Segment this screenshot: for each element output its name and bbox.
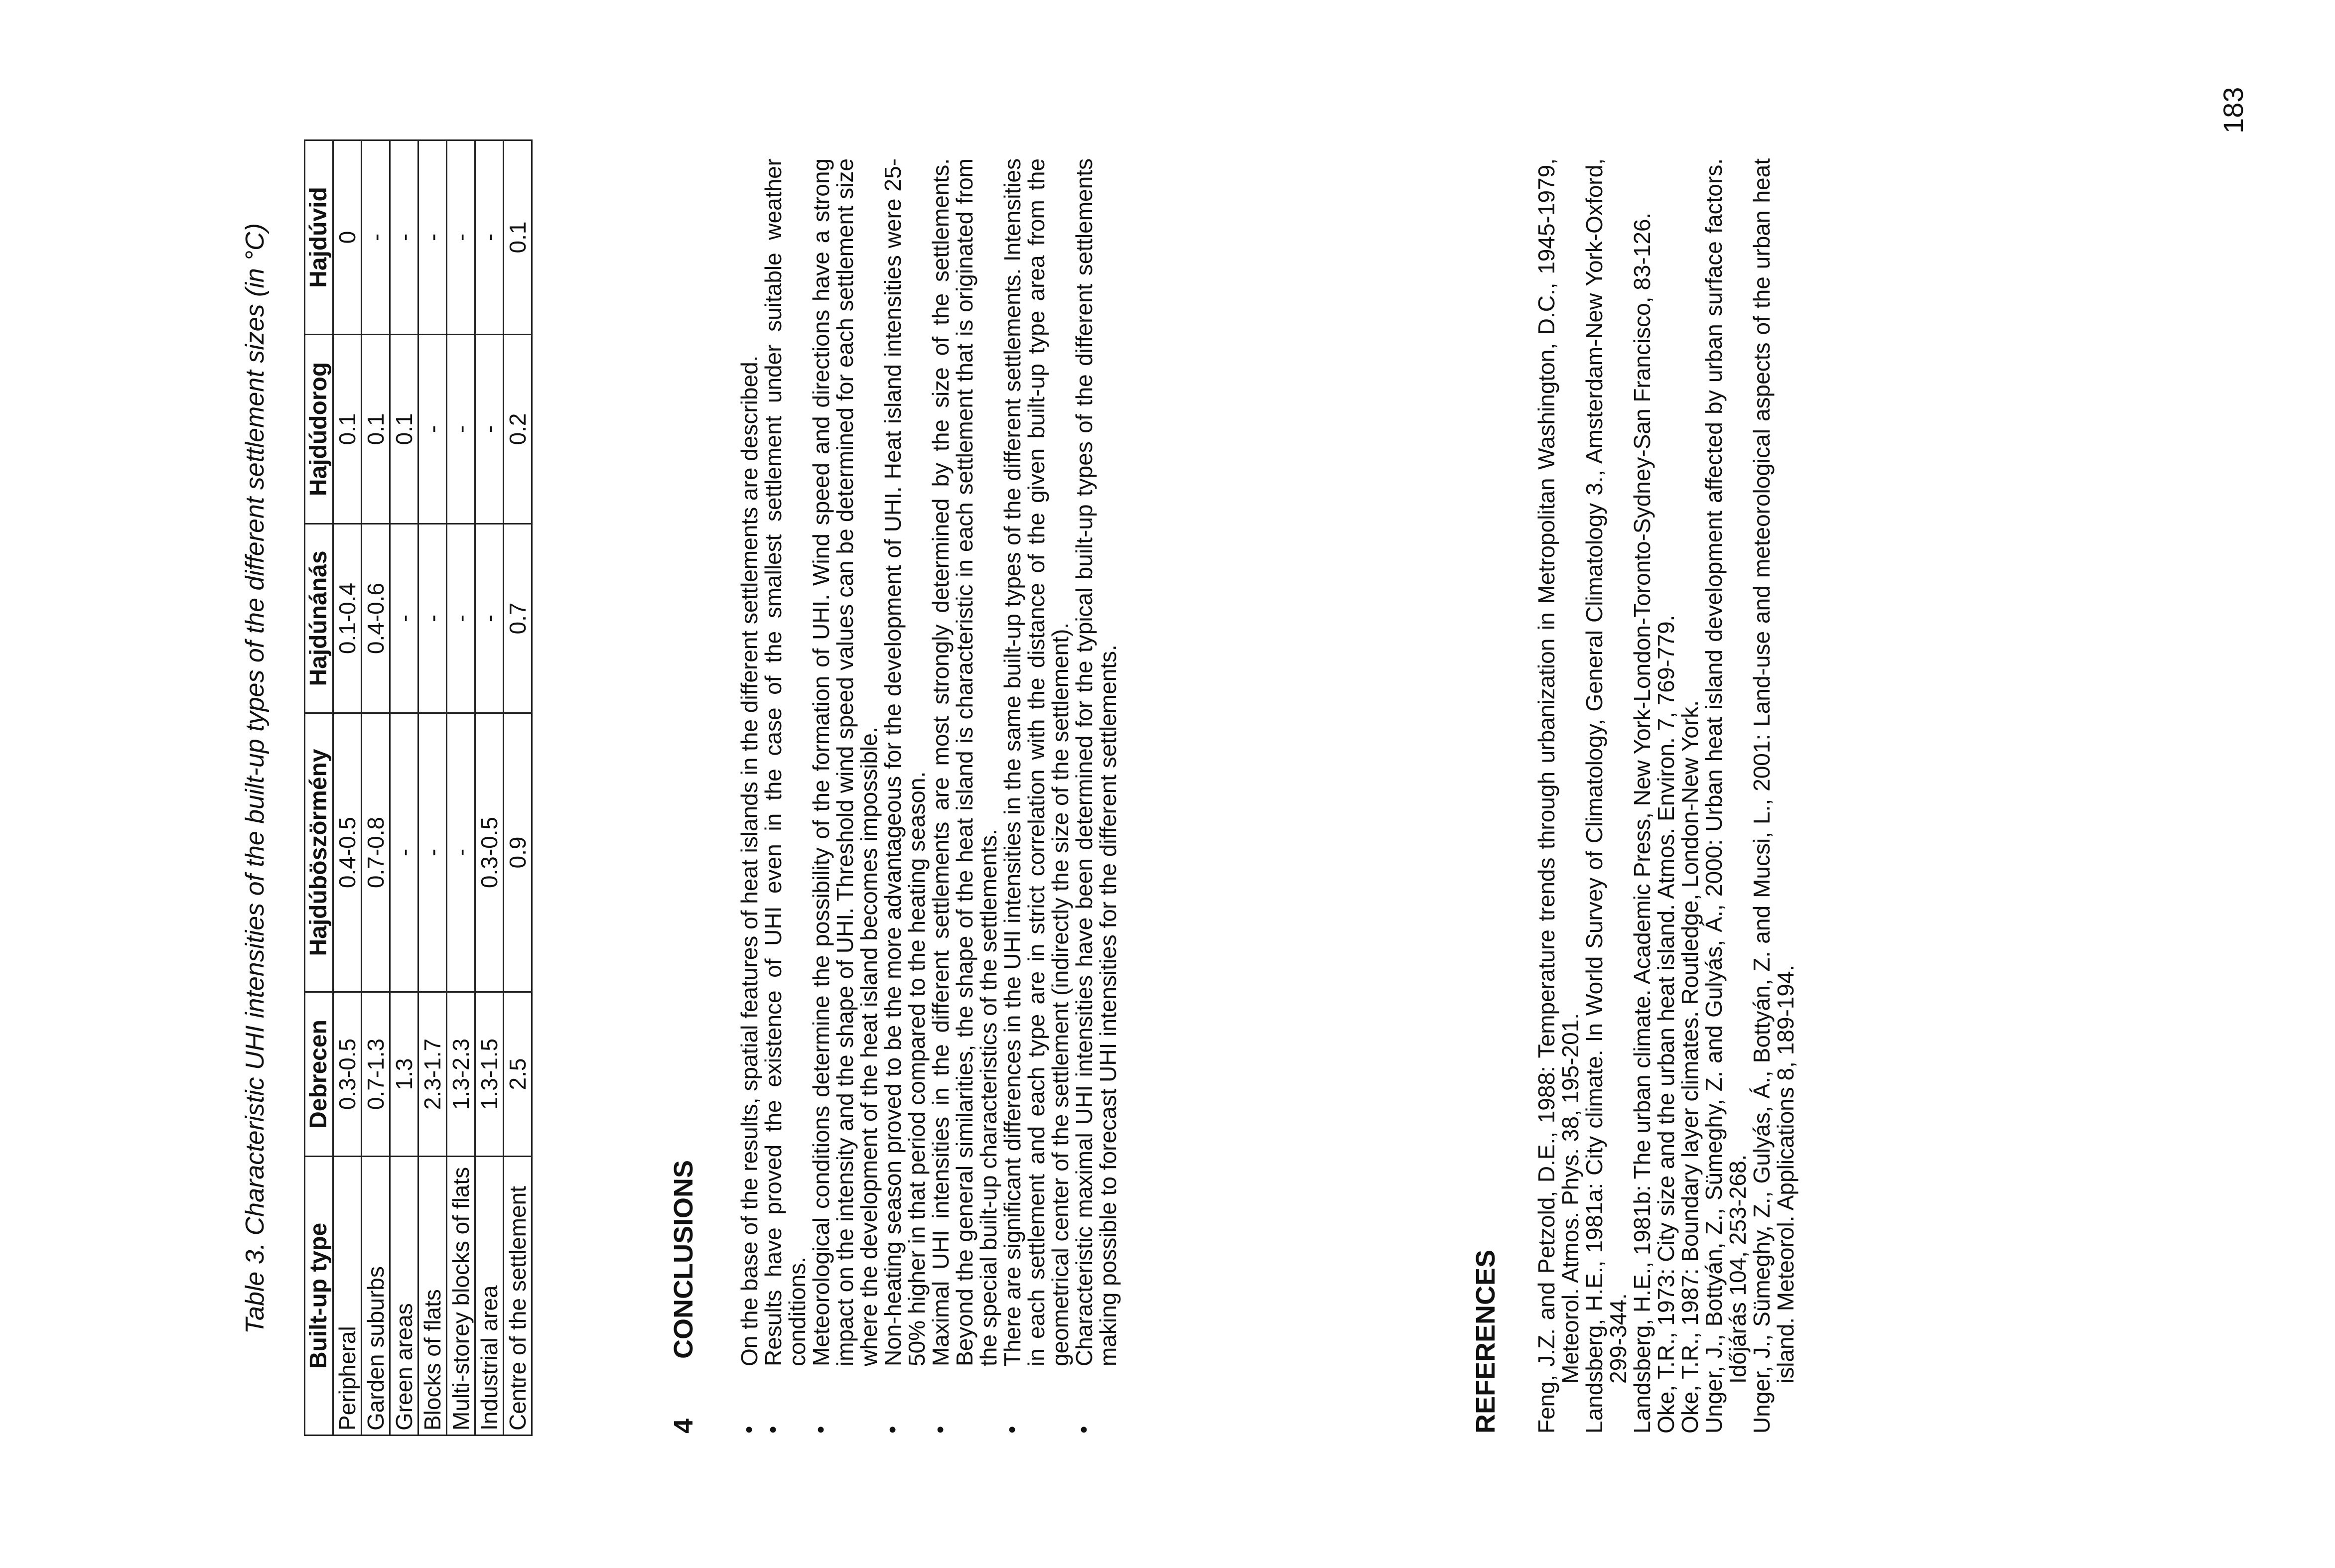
table-cell: - — [447, 335, 475, 524]
table-row — [390, 140, 418, 1436]
table-cell: 0.1 — [390, 335, 418, 524]
table-row — [418, 140, 447, 1436]
list-item-text: Maximal UHI intensities in the different settlements are most strongly determined by the size of the settlements. Beyond the general similarities, the shape of the heat island is characteristic in each settlement that is originated from the special built-up characteristics of the settlements. — [928, 158, 1001, 1366]
built-up-type-cell: Green areas — [390, 1157, 418, 1436]
table-header-cell: Hajdúvid — [305, 140, 333, 335]
built-up-type-cell: Multi-storey blocks of flats — [447, 1157, 475, 1436]
list-item-text: Results have proved the existence of UHI even in the case of the smallest settlement under suitable weather conditions. — [760, 158, 810, 1366]
page-number: 183 — [2217, 87, 2249, 133]
table-row — [475, 140, 504, 1436]
table-cell: - — [475, 335, 504, 524]
references-list — [1534, 158, 1797, 1434]
reference-entry: Feng, J.Z. and Petzold, D.E., 1988: Temperature trends through urbanization in Metropolitan Washington, D.C., 1945-1979, Meteorol. Atmos. Phys. 38, 195-201. — [1533, 158, 1583, 1434]
table-cell: - — [390, 524, 418, 713]
reference-entry: Unger, J., Sümeghy, Z., Gulyás, Á., Bottyán, Z. and Mucsi, L., 2001: Land-use and meteorological aspects of the urban heat island. Meteorol. Applications 8, 189-194. — [1749, 158, 1798, 1434]
table-caption: Table 3. Characteristic UHI intensities of the built-up types of the different settlement sizes (in °C) — [241, 223, 270, 1334]
built-up-type-cell: Industrial area — [475, 1157, 504, 1436]
list-item — [929, 158, 1000, 1434]
bullet: • — [1072, 1426, 1096, 1434]
uhi-intensity-table — [304, 139, 533, 1436]
table-cell: 0.7 — [504, 524, 532, 713]
list-item — [881, 158, 929, 1434]
table-cell: 0.7-1.3 — [362, 992, 390, 1157]
table-cell: 2.5 — [504, 992, 532, 1157]
table-cell: 0.9 — [504, 713, 532, 992]
list-item — [761, 158, 809, 1434]
list-item-text: Meteorological conditions determine the possibility of the formation of UHI. Wind speed and directions have a strong impact on the intensity and the shape of UHI. Threshold wind speed values can be determined for each settlement size where the development of the heat island becomes impossible. — [808, 158, 882, 1366]
reference-entry: Landsberg, H.E., 1981a: City climate. In World Survey of Climatology, General Climatology 3., Amsterdam-New York-Oxford, 299-344. — [1581, 158, 1631, 1434]
bullet: • — [809, 1426, 833, 1434]
built-up-type-cell: Blocks of flats — [418, 1157, 447, 1436]
table-cell: 0.7-0.8 — [362, 713, 390, 992]
bullet: • — [880, 1426, 905, 1434]
table-cell: - — [475, 140, 504, 335]
table-cell: - — [418, 140, 447, 335]
table-cell: 0.4-0.5 — [333, 713, 362, 992]
built-up-type-cell: Garden suburbs — [362, 1157, 390, 1436]
table-cell: 2.3-1.7 — [418, 992, 447, 1157]
table-cell: 0.2 — [504, 335, 532, 524]
table-cell: 0.3-0.5 — [333, 992, 362, 1157]
list-item — [737, 158, 761, 1434]
reference-entry: Oke, T.R., 1973: City size and the urban heat island. Atmos. Environ. 7, 769-779. — [1653, 615, 1679, 1434]
references-heading: REFERENCES — [1471, 1249, 1501, 1434]
list-item-text: Non-heating season proved to be the more advantageous for the development of UHI. Heat island intensities were 25-50% higher in that period compared to the heating season. — [880, 158, 930, 1366]
table-header-cell: Hajdúnánás — [305, 524, 333, 713]
list-item-text: Characteristic maximal UHI intensities have been determined for the typical built-up types of the different settlements making possible to forecast UHI intensities for the different settlements. — [1071, 158, 1121, 1366]
bullet: • — [928, 1426, 953, 1434]
table-row — [504, 140, 532, 1436]
bullet: • — [761, 1426, 785, 1434]
table-cell: - — [362, 140, 390, 335]
conclusions-heading — [668, 1160, 699, 1434]
table-cell: - — [390, 140, 418, 335]
table-cell: - — [447, 140, 475, 335]
list-item — [809, 158, 881, 1434]
list-item-text: On the base of the results, spatial features of heat islands in the different settlements are described. — [736, 355, 762, 1366]
table-header-cell: Debrecen — [305, 992, 333, 1157]
reference-entry: Oke, T.R., 1987: Boundary layer climates. Routledge, London-New York. — [1677, 700, 1703, 1434]
section-title: CONCLUSIONS — [669, 1160, 698, 1359]
table-cell: - — [447, 713, 475, 992]
table-header-row — [305, 140, 333, 1436]
bullet: • — [1000, 1426, 1024, 1434]
table-cell: 1.3-1.5 — [475, 992, 504, 1157]
built-up-type-cell: Peripheral — [333, 1157, 362, 1436]
table-cell: 1.3-2.3 — [447, 992, 475, 1157]
table-cell: 0.1 — [362, 335, 390, 524]
built-up-type-cell: Centre of the settlement — [504, 1157, 532, 1436]
reference-entry: Landsberg, H.E., 1981b: The urban climate. Academic Press, New York-London-Toronto-Sydney-San Francisco, 83-126. — [1629, 212, 1655, 1434]
table-cell: - — [390, 713, 418, 992]
table-header-cell: Hajdúböszörmény — [305, 713, 333, 992]
table-cell: 0 — [333, 140, 362, 335]
table-cell: 1.3 — [390, 992, 418, 1157]
conclusions-list — [737, 158, 1120, 1434]
table-cell: - — [418, 335, 447, 524]
list-item — [1000, 158, 1072, 1434]
table-cell: - — [475, 524, 504, 713]
section-number: 4 — [669, 1418, 698, 1434]
table-row — [362, 140, 390, 1436]
table-cell: 0.1-0.4 — [333, 524, 362, 713]
table-cell: - — [418, 524, 447, 713]
table-cell: - — [447, 524, 475, 713]
table-cell: 0.1 — [504, 140, 532, 335]
list-item-text: There are significant differences in the UHI intensities in the same built-up types of the different settlements. Intensities in each settlement and each type are in strict correlation with the distance of the given built-up type area from the geometrical center of the settlement (indirectly the size of the settlement). — [999, 158, 1073, 1366]
table-cell: 0.4-0.6 — [362, 524, 390, 713]
table-header-cell: Hajdúdorog — [305, 335, 333, 524]
table-cell: 0.3-0.5 — [475, 713, 504, 992]
list-item — [1072, 158, 1120, 1434]
table-row — [447, 140, 475, 1436]
reference-entry: Unger, J., Bottyán, Z., Sümeghy, Z. and Gulyás, Á., 2000: Urban heat island development affected by urban surface factors. Időjárás 104, 253-268. — [1701, 158, 1751, 1434]
table-header-cell: Built-up type — [305, 1157, 333, 1436]
table-row — [333, 140, 362, 1436]
table-cell: - — [418, 713, 447, 992]
table-cell: 0.1 — [333, 335, 362, 524]
bullet: • — [737, 1426, 761, 1434]
